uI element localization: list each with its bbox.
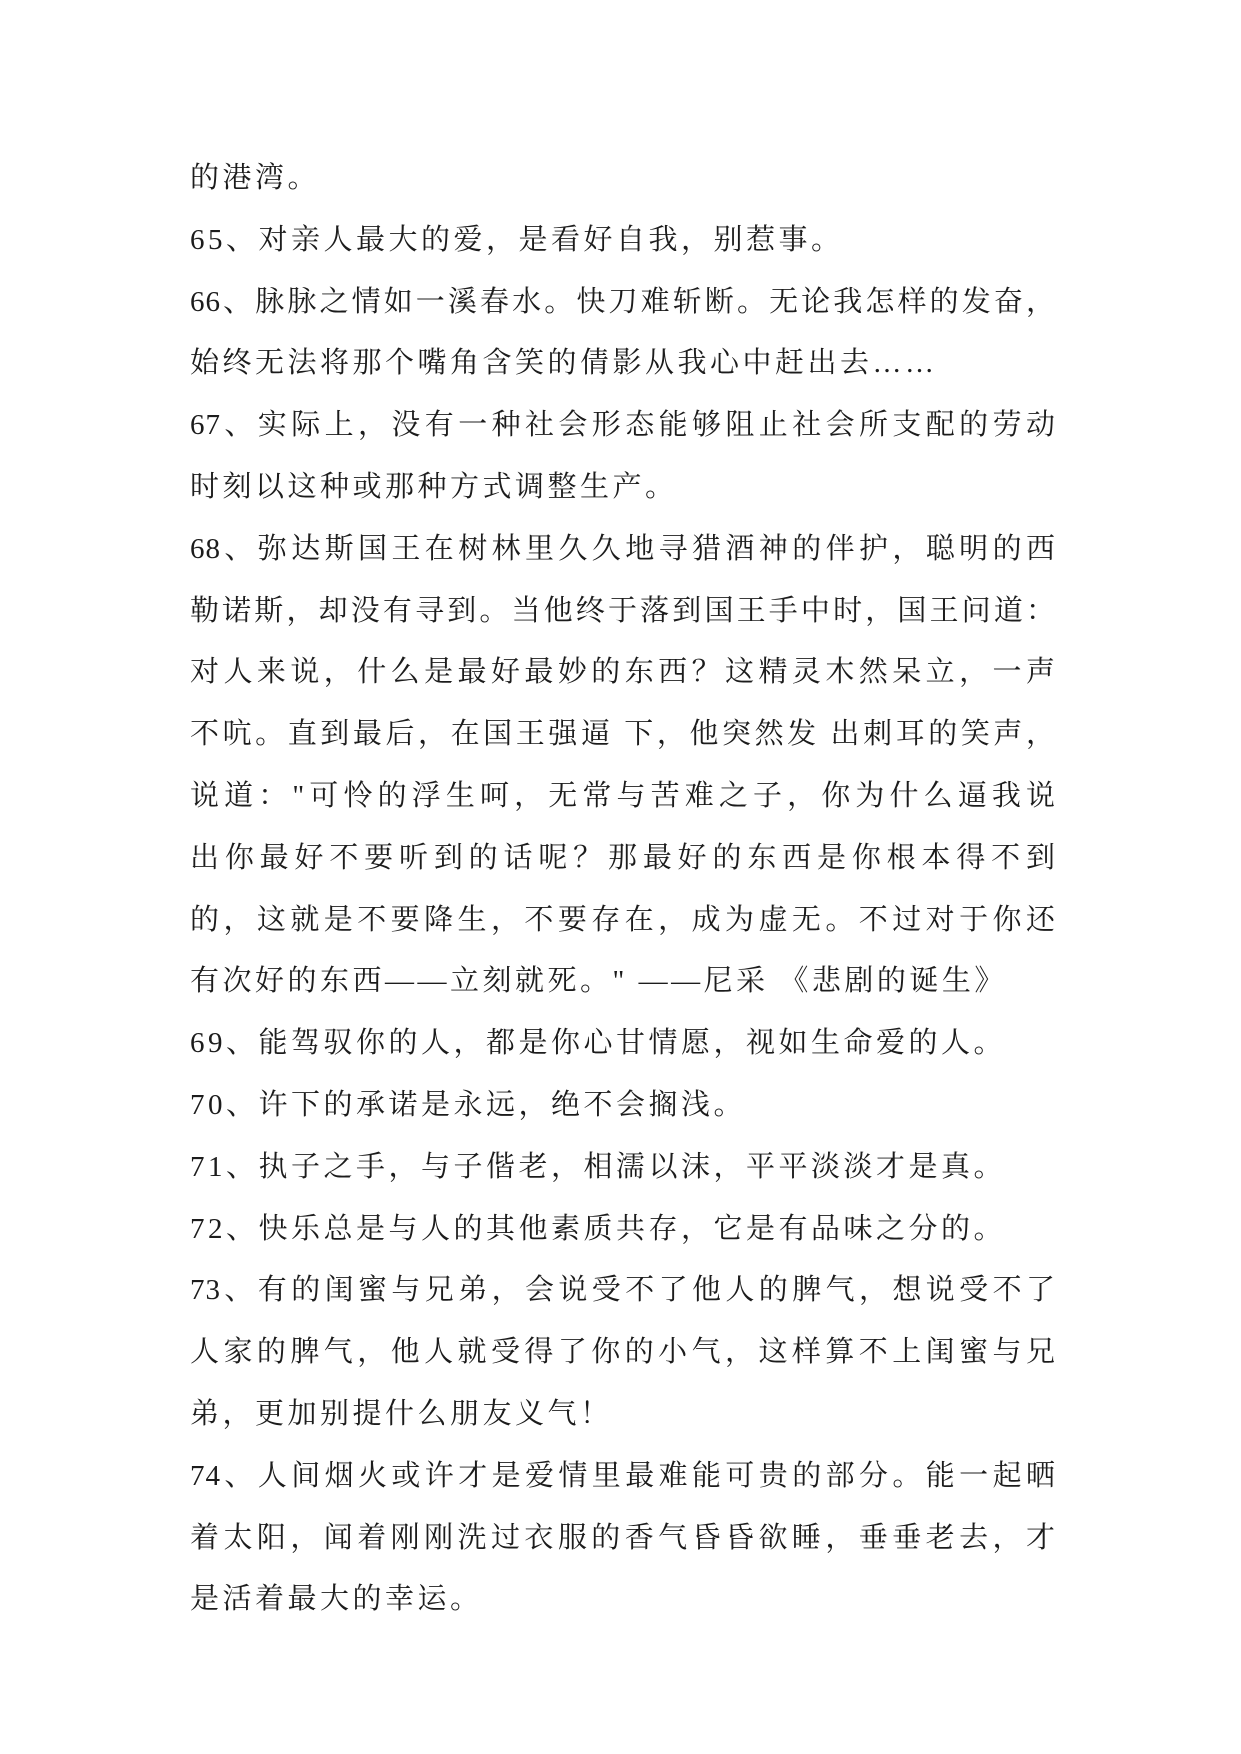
item-74-line-2: 着太阳，闻着刚刚洗过衣服的香气昏昏欲睡，垂垂老去，才 xyxy=(190,1521,1056,1554)
document-body xyxy=(190,148,1056,1631)
item-74-line-3: 是活着最大的幸运。 xyxy=(190,1583,483,1616)
item-68-line-7: 的，这就是不要降生，不要存在，成为虚无。不过对于你还 xyxy=(190,903,1056,936)
item-73-line-1: 73、有的闺蜜与兄弟，会说受不了他人的脾气，想说受不了 xyxy=(190,1274,1056,1307)
item-69-line: 69、能驾驭你的人，都是你心甘情愿，视如生命爱的人。 xyxy=(190,1027,1007,1060)
item-72-line: 72、快乐总是与人的其他素质共存，它是有品味之分的。 xyxy=(190,1212,1007,1245)
item-66-line-2: 始终无法将那个嘴角含笑的倩影从我心中赶出去…… xyxy=(190,347,938,380)
item-65-line: 65、对亲人最大的爱，是看好自我，别惹事。 xyxy=(190,223,844,256)
item-68-line-2: 勒诺斯，却没有寻到。当他终于落到国王手中时，国王问道： xyxy=(190,594,1056,627)
item-66-line-1: 66、脉脉之情如一溪春水。快刀难斩断。无论我怎样的发奋， xyxy=(190,285,1056,318)
item-71-line: 71、执子之手，与子偕老，相濡以沫，平平淡淡才是真。 xyxy=(190,1150,1007,1183)
item-70-line: 70、许下的承诺是永远，绝不会搁浅。 xyxy=(190,1088,747,1121)
item-67-line-2: 时刻以这种或那种方式调整生产。 xyxy=(190,470,678,503)
item-68-line-8: 有次好的东西——立刻就死。" ——尼采 《悲剧的诞生》 xyxy=(190,965,1007,998)
item-68-line-6: 出你最好不要听到的话呢？那最好的东西是你根本得不到 xyxy=(190,841,1056,874)
item-68-line-1: 68、弥达斯国王在树林里久久地寻猎酒神的伴护，聪明的西 xyxy=(190,532,1056,565)
item-64-line-end: 的港湾。 xyxy=(190,162,321,194)
item-68-line-3: 对人来说，什么是最好最妙的东西？这精灵木然呆立，一声 xyxy=(190,656,1056,689)
item-73-line-2: 人家的脾气，他人就受得了你的小气，这样算不上闺蜜与兄 xyxy=(190,1336,1056,1369)
item-68-line-5: 说道："可怜的浮生呵，无常与苦难之子，你为什么逼我说 xyxy=(190,779,1056,812)
item-68-line-4: 不吭。直到最后，在国王强逼 下，他突然发 出刺耳的笑声， xyxy=(190,718,1056,751)
item-74-line-1: 74、人间烟火或许才是爱情里最难能可贵的部分。能一起晒 xyxy=(190,1459,1056,1492)
item-67-line-1: 67、实际上，没有一种社会形态能够阻止社会所支配的劳动 xyxy=(190,409,1056,442)
item-73-line-3: 弟，更加别提什么朋友义气！ xyxy=(190,1397,613,1430)
